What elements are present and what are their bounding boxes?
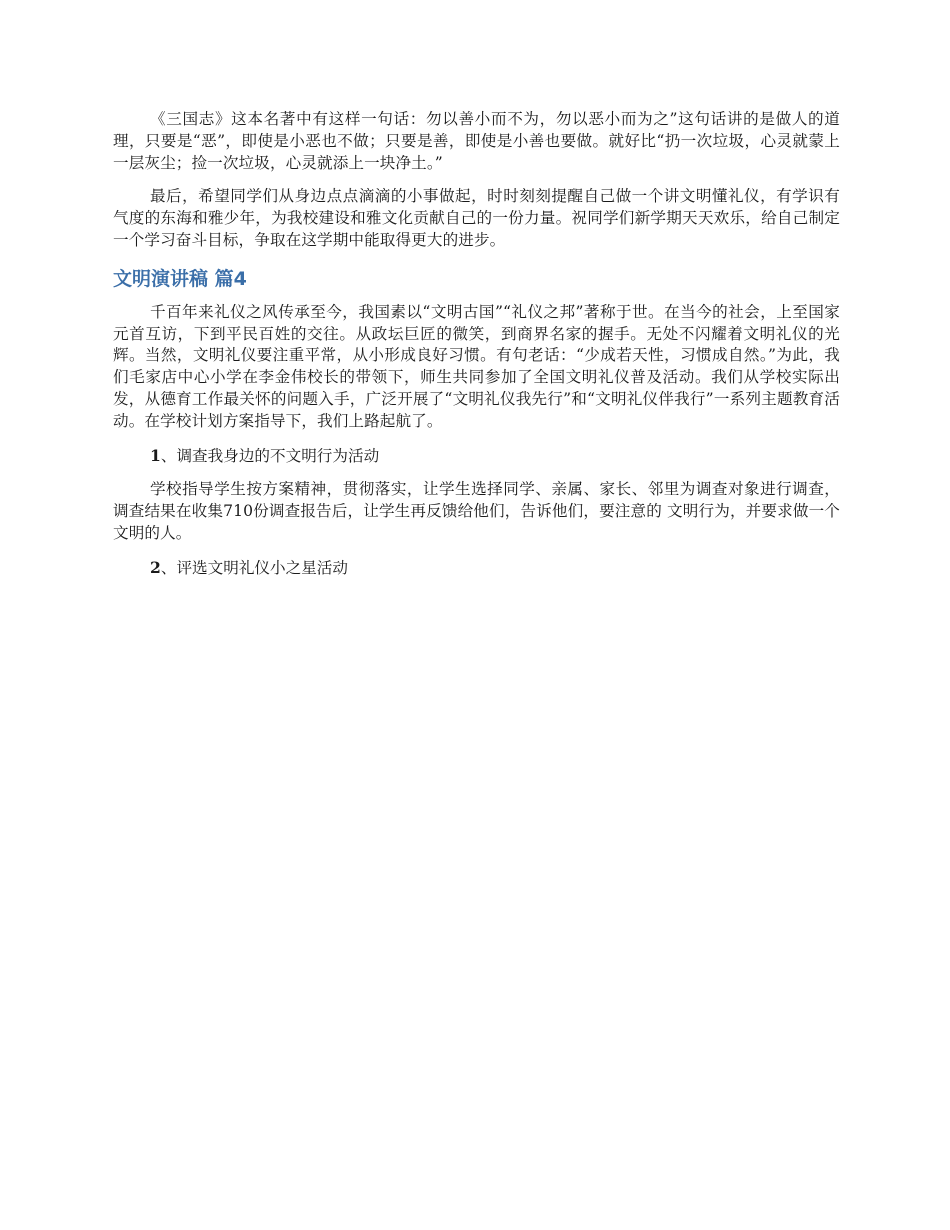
intro-paragraph-2: 最后，希望同学们从身边点点滴滴的小事做起，时时刻刻提醒自己做一个讲文明懂礼仪，有学识有气度的东海和雅少年，为我校建设和雅文化贡献自己的一份力量。祝同学们新学期天天欢乐，给自己制定一个学习奋斗目标，争取在这学期中能取得更大的进步。 [113,187,840,249]
list-item-2-text: 、评选文明礼仪小之星活动 [160,558,348,577]
list-item-2-number: 2 [150,557,161,577]
document-page [113,109,840,592]
list-item-1-number: 1 [150,445,161,465]
section-paragraph: 千百年来礼仪之风传承至今，我国素以“文明古国”“礼仪之邦”著称于世。在当今的社会，上至国家元首互访，下到平民百姓的交往。从政坛巨匠的微笑，到商界名家的握手。无处不闪耀着文明礼仪的光辉。当然，文明礼仪要注重平常，从小形成良好习惯。有句老话：“少成若天性，习惯成自然。”为此，我们毛家店中心小学在李金伟校长的带领下，师生共同参加了全国文明礼仪普及活动。我们从学校实际出发，从德育工作最关怀的问题入手，广泛开展了“文明礼仪我先行”和“文明礼仪伴我行”一系列主题教育活动。在学校计划方案指导下，我们上路起航了。 [113,302,840,430]
list-item-1-text: 、调查我身边的不文明行为活动 [160,446,380,465]
intro-paragraph-1: 《三国志》这本名著中有这样一句话：勿以善小而不为，勿以恶小而为之”这句话讲的是做人的道理，只要是“恶”，即使是小恶也不做；只要是善，即使是小善也要做。就好比“扔一次垃圾，心灵就蒙上一层灰尘；捡一次垃圾，心灵就添上一块净土。” [113,110,840,172]
list-item-1 [113,445,840,468]
section-heading: 文明演讲稿 篇4 [113,267,247,290]
list-item-2 [113,557,840,580]
list-item-1-paragraph: 学校指导学生按方案精神，贯彻落实，让学生选择同学、亲属、家长、邻里为调查对象进行调查，调查结果在收集710份调查报告后，让学生再反馈给他们，告诉他们，要注意的 文明行为，并要求做一个文明的人。 [113,480,840,542]
